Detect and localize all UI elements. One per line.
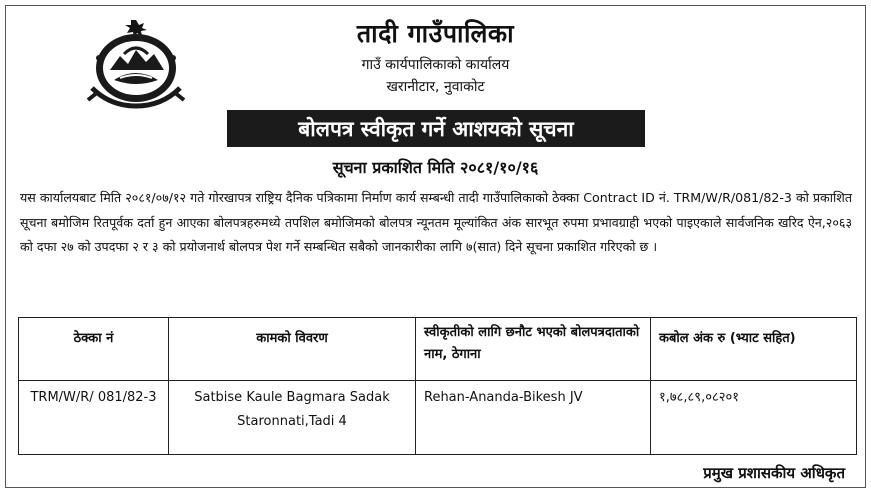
header-work-description: कामको विवरण [169, 318, 416, 381]
notice-page [5, 5, 866, 488]
publication-date: सूचना प्रकाशित मिति २०८१/१०/१६ [332, 158, 539, 177]
notice-body: यस कार्यालयबाट मिति २०८१/०७/१२ गते गोरखापत्र राष्ट्रिय दैनिक पत्रिकामा निर्माण कार्य सम्बन्धी तादी गाउँपालिकाको ठेक्का Contract ID नं. TRM/W/R/081/82-3 को प्रकाशित सूचना बमोजिम रितपूर्वक दर्ता हुन आएका बोलपत्रहरुमध्ये तपशिल बमोजिमको बोलपत्र न्यूनतम मूल्यांकित अंक सारभूत रुपमा प्रभावग्राही भएको पाइएकाले सार्वजनिक खरिद ऐन,२०६३ को दफा २७ को उपदफा २ र ३ को प्रयोजनार्थ बोलपत्र पेश गर्ने सम्बन्धित सबैको जानकारीका लागि ७(सात) दिने सूचना प्रकाशित गरिएको छ । [20, 190, 852, 254]
office-address: खरानीटार, नुवाकोट [386, 79, 485, 95]
cell-bid-amount: १,७८,८९,०८२०१ [651, 381, 857, 455]
signatory-title: प्रमुख प्रशासकीय अधिकृत [703, 464, 845, 482]
page-title: तादी गाउँपालिका [356, 19, 515, 48]
header-bid-amount: कबोल अंक रु (भ्याट सहित) [651, 318, 857, 381]
header-contract-no: ठेक्का नं [19, 318, 169, 381]
header-selected-bidder: स्वीकृतीको लागि छनौट भएको बोलपत्रदाताको नाम, ठेगाना [416, 318, 651, 381]
notice-heading: बोलपत्र स्वीकृत गर्ने आशयको सूचना [298, 116, 574, 141]
cell-bidder-name: Rehan-Ananda-Bikesh JV [416, 381, 651, 455]
cell-work-description: Satbise Kaule Bagmara Sadak Staronnati,Tadi 4 [169, 381, 416, 455]
tender-table [18, 317, 857, 455]
table-header-row [19, 318, 857, 381]
cell-contract-id: TRM/W/R/ 081/82-3 [19, 381, 169, 455]
table-row [19, 381, 857, 455]
office-name: गाउँ कार्यपालिकाको कार्यालय [361, 57, 510, 73]
notice-heading-banner [227, 110, 645, 147]
